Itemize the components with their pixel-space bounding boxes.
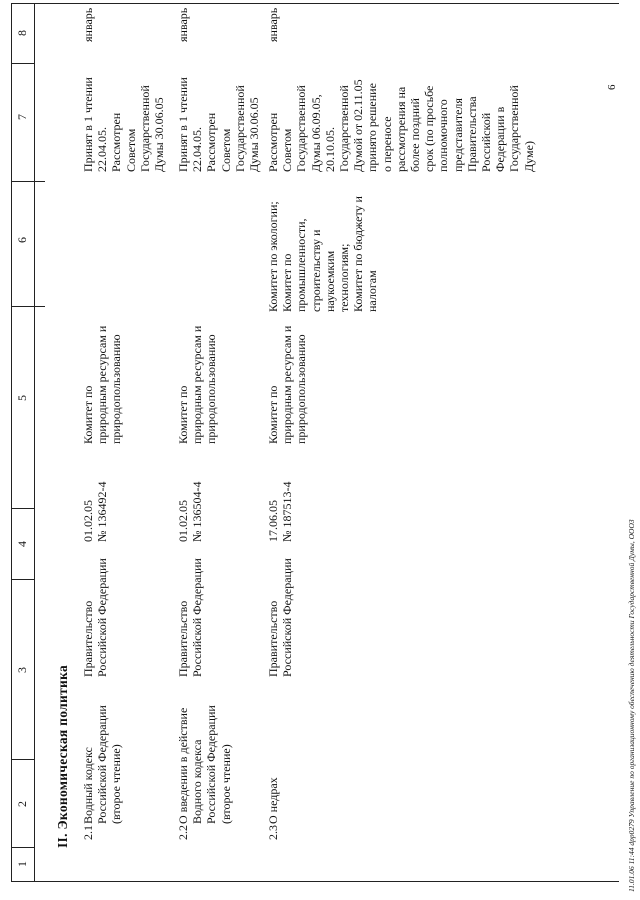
co-committee: Комитет по экологии; Комитет по промышленности, строительству и наукоемким технологиям; Комитет по бюджету и налогам bbox=[266, 196, 380, 312]
column-number: 1 bbox=[15, 861, 29, 867]
planned-term: январь bbox=[81, 7, 95, 42]
header-bottom-border bbox=[34, 4, 35, 882]
table-right-border bbox=[11, 3, 619, 4]
bill-name: О недрах bbox=[266, 777, 280, 824]
planned-term: январь bbox=[266, 7, 280, 42]
registration-date: 01.02.05 № 136504-4 bbox=[176, 481, 205, 542]
row-number: 2.2 bbox=[176, 825, 190, 840]
bill-status: Принят в 1 чтении 22.04.05. Рассмотрен Советом Государственной Думы 30.06.05 bbox=[81, 77, 167, 172]
planned-term: январь bbox=[176, 7, 190, 42]
table-top-border bbox=[11, 4, 12, 882]
responsible-committee: Комитет по природным ресурсам и природопользованию bbox=[81, 325, 124, 444]
registration-date: 17.06.05 № 187513-4 bbox=[266, 481, 295, 542]
bill-name: О введении в действие Водного кодекса Российской Федерации (второе чтение) bbox=[176, 705, 233, 824]
column-number: 4 bbox=[15, 541, 29, 547]
column-number: 2 bbox=[15, 801, 29, 807]
registration-date: 01.02.05 № 136492-4 bbox=[81, 481, 110, 542]
column-divider bbox=[11, 306, 45, 307]
column-divider bbox=[11, 63, 34, 64]
document-table bbox=[11, 4, 619, 882]
row-number: 2.1 bbox=[81, 825, 95, 840]
column-divider bbox=[11, 181, 45, 182]
column-number: 7 bbox=[15, 114, 29, 120]
responsible-committee: Комитет по природным ресурсам и природопользованию bbox=[176, 325, 219, 444]
initiator: Правительство Российской Федерации bbox=[81, 558, 110, 677]
page-number: 6 bbox=[606, 84, 618, 90]
column-number: 3 bbox=[15, 667, 29, 673]
column-number: 5 bbox=[15, 395, 29, 401]
bill-status: Рассмотрен Советом Государственной Думы 06.09.05, 20.10.05. Государственной Думой от 02.11.05 принято решение о переносе рассмотрения на более поздний срок (по просьбе полномочного представителя Правительства Российской Федерации в Государственной Думе) bbox=[266, 79, 536, 172]
section-title: II. Экономическая политика bbox=[55, 664, 70, 848]
initiator: Правительство Российской Федерации bbox=[176, 558, 205, 677]
bill-name: Водный кодекс Российской Федерации (второе чтение) bbox=[81, 705, 124, 824]
initiator: Правительство Российской Федерации bbox=[266, 558, 295, 677]
page-footer: 11.01.06 11:44 dpp0279 Управление по организационному обеспечению деятельности Государственной Думы, ООО3 bbox=[627, 519, 636, 892]
column-divider bbox=[11, 759, 34, 760]
column-divider bbox=[11, 579, 34, 580]
table-left-border bbox=[11, 881, 619, 882]
row-number: 2.3 bbox=[266, 825, 280, 840]
column-number: 8 bbox=[15, 30, 29, 36]
bill-status: Принят в 1 чтении 22.04.05. Рассмотрен Советом Государственной Думы 30.06.05 bbox=[176, 77, 262, 172]
column-divider bbox=[11, 508, 34, 509]
responsible-committee: Комитет по природным ресурсам и природопользованию bbox=[266, 325, 309, 444]
column-divider bbox=[11, 847, 34, 848]
column-number: 6 bbox=[15, 237, 29, 243]
